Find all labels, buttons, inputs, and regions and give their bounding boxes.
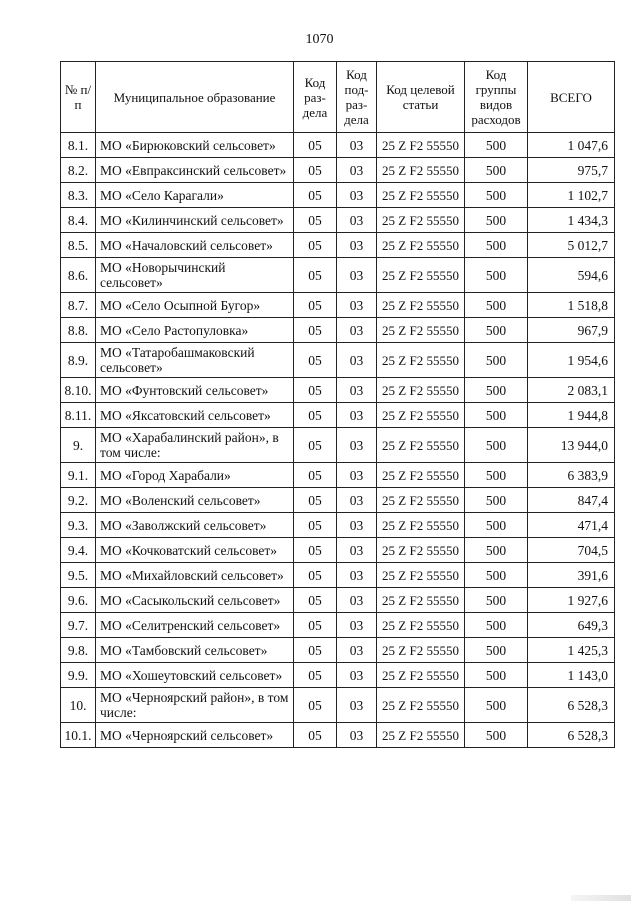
target-code: 25 Z F2 55550 (377, 613, 465, 638)
section-code: 05 (294, 293, 337, 318)
row-number: 8.9. (61, 343, 96, 378)
row-number: 9.5. (61, 563, 96, 588)
row-number: 9.4. (61, 538, 96, 563)
row-number: 8.6. (61, 258, 96, 293)
table-header-row (61, 62, 615, 133)
target-code: 25 Z F2 55550 (377, 563, 465, 588)
total-amount: 391,6 (528, 563, 615, 588)
row-number: 8.2. (61, 158, 96, 183)
target-code: 25 Z F2 55550 (377, 233, 465, 258)
expense-group-code: 500 (465, 463, 528, 488)
header-subsection: Код под-раз-дела (337, 62, 377, 133)
target-code: 25 Z F2 55550 (377, 378, 465, 403)
table-row (61, 428, 615, 463)
subsection-code: 03 (337, 663, 377, 688)
table-row (61, 343, 615, 378)
expense-group-code: 500 (465, 723, 528, 748)
municipality-name: МО «Город Харабали» (96, 463, 294, 488)
municipality-name: МО «Килинчинский сельсовет» (96, 208, 294, 233)
municipality-name: МО «Новорычинский сельсовет» (96, 258, 294, 293)
table-row (61, 133, 615, 158)
target-code: 25 Z F2 55550 (377, 538, 465, 563)
expense-group-code: 500 (465, 233, 528, 258)
subsection-code: 03 (337, 343, 377, 378)
target-code: 25 Z F2 55550 (377, 513, 465, 538)
expense-group-code: 500 (465, 638, 528, 663)
municipality-name: МО «Яксатовский сельсовет» (96, 403, 294, 428)
table-body (61, 133, 615, 748)
municipality-name: МО «Михайловский сельсовет» (96, 563, 294, 588)
header-name: Муниципальное образование (96, 62, 294, 133)
target-code: 25 Z F2 55550 (377, 463, 465, 488)
section-code: 05 (294, 723, 337, 748)
section-code: 05 (294, 183, 337, 208)
table-row (61, 403, 615, 428)
section-code: 05 (294, 663, 337, 688)
target-code: 25 Z F2 55550 (377, 688, 465, 723)
expense-group-code: 500 (465, 513, 528, 538)
expense-group-code: 500 (465, 293, 528, 318)
subsection-code: 03 (337, 258, 377, 293)
row-number: 9.2. (61, 488, 96, 513)
expense-group-code: 500 (465, 538, 528, 563)
expense-group-code: 500 (465, 403, 528, 428)
subsection-code: 03 (337, 158, 377, 183)
municipality-name: МО «Черноярский район», в том числе: (96, 688, 294, 723)
row-number: 8.8. (61, 318, 96, 343)
scan-artifact (571, 895, 631, 901)
row-number: 9. (61, 428, 96, 463)
municipality-name: МО «Началовский сельсовет» (96, 233, 294, 258)
target-code: 25 Z F2 55550 (377, 588, 465, 613)
expense-group-code: 500 (465, 133, 528, 158)
table-row (61, 723, 615, 748)
subsection-code: 03 (337, 638, 377, 663)
row-number: 9.8. (61, 638, 96, 663)
table-row (61, 688, 615, 723)
municipality-name: МО «Кочковатский сельсовет» (96, 538, 294, 563)
row-number: 9.9. (61, 663, 96, 688)
table-row (61, 513, 615, 538)
subsection-code: 03 (337, 428, 377, 463)
section-code: 05 (294, 463, 337, 488)
table-row (61, 588, 615, 613)
subsection-code: 03 (337, 293, 377, 318)
total-amount: 649,3 (528, 613, 615, 638)
municipality-name: МО «Селитренский сельсовет» (96, 613, 294, 638)
row-number: 8.7. (61, 293, 96, 318)
header-section: Код раз-дела (294, 62, 337, 133)
section-code: 05 (294, 513, 337, 538)
row-number: 9.1. (61, 463, 96, 488)
total-amount: 1 927,6 (528, 588, 615, 613)
row-number: 8.11. (61, 403, 96, 428)
subsection-code: 03 (337, 208, 377, 233)
section-code: 05 (294, 158, 337, 183)
section-code: 05 (294, 613, 337, 638)
total-amount: 1 425,3 (528, 638, 615, 663)
total-amount: 1 102,7 (528, 183, 615, 208)
row-number: 10. (61, 688, 96, 723)
expense-group-code: 500 (465, 428, 528, 463)
expense-group-code: 500 (465, 563, 528, 588)
total-amount: 1 143,0 (528, 663, 615, 688)
municipality-name: МО «Черноярский сельсовет» (96, 723, 294, 748)
total-amount: 704,5 (528, 538, 615, 563)
target-code: 25 Z F2 55550 (377, 258, 465, 293)
section-code: 05 (294, 488, 337, 513)
subsection-code: 03 (337, 378, 377, 403)
target-code: 25 Z F2 55550 (377, 428, 465, 463)
total-amount: 6 528,3 (528, 723, 615, 748)
subsection-code: 03 (337, 563, 377, 588)
section-code: 05 (294, 403, 337, 428)
section-code: 05 (294, 208, 337, 233)
table-row (61, 463, 615, 488)
header-group: Код группы видов расходов (465, 62, 528, 133)
municipality-name: МО «Заволжский сельсовет» (96, 513, 294, 538)
section-code: 05 (294, 563, 337, 588)
section-code: 05 (294, 638, 337, 663)
section-code: 05 (294, 428, 337, 463)
row-number: 8.3. (61, 183, 96, 208)
section-code: 05 (294, 378, 337, 403)
section-code: 05 (294, 133, 337, 158)
section-code: 05 (294, 588, 337, 613)
total-amount: 1 944,8 (528, 403, 615, 428)
subsection-code: 03 (337, 183, 377, 208)
table-row (61, 663, 615, 688)
subsection-code: 03 (337, 613, 377, 638)
subsection-code: 03 (337, 463, 377, 488)
expense-group-code: 500 (465, 343, 528, 378)
target-code: 25 Z F2 55550 (377, 183, 465, 208)
municipality-name: МО «Евпраксинский сельсовет» (96, 158, 294, 183)
expense-group-code: 500 (465, 183, 528, 208)
section-code: 05 (294, 233, 337, 258)
section-code: 05 (294, 318, 337, 343)
row-number: 9.7. (61, 613, 96, 638)
total-amount: 1 434,3 (528, 208, 615, 233)
table-row (61, 208, 615, 233)
total-amount: 13 944,0 (528, 428, 615, 463)
section-code: 05 (294, 258, 337, 293)
municipality-name: МО «Село Осыпной Бугор» (96, 293, 294, 318)
expense-group-code: 500 (465, 663, 528, 688)
table-row (61, 488, 615, 513)
subsection-code: 03 (337, 403, 377, 428)
target-code: 25 Z F2 55550 (377, 208, 465, 233)
expense-group-code: 500 (465, 688, 528, 723)
subsection-code: 03 (337, 488, 377, 513)
expense-group-code: 500 (465, 488, 528, 513)
target-code: 25 Z F2 55550 (377, 638, 465, 663)
header-target: Код целевой статьи (377, 62, 465, 133)
page-number: 1070 (305, 32, 334, 47)
subsection-code: 03 (337, 513, 377, 538)
section-code: 05 (294, 343, 337, 378)
subsection-code: 03 (337, 538, 377, 563)
subsection-code: 03 (337, 318, 377, 343)
total-amount: 5 012,7 (528, 233, 615, 258)
header-total: ВСЕГО (528, 62, 615, 133)
table-row (61, 638, 615, 663)
header-num: № п/п (61, 62, 96, 133)
target-code: 25 Z F2 55550 (377, 318, 465, 343)
target-code: 25 Z F2 55550 (377, 488, 465, 513)
table-row (61, 183, 615, 208)
municipality-name: МО «Татаробашмаковский сельсовет» (96, 343, 294, 378)
table-row (61, 293, 615, 318)
table-row (61, 613, 615, 638)
total-amount: 1 954,6 (528, 343, 615, 378)
table-row (61, 538, 615, 563)
target-code: 25 Z F2 55550 (377, 293, 465, 318)
table-row (61, 318, 615, 343)
subsection-code: 03 (337, 588, 377, 613)
municipality-name: МО «Сасыкольский сельсовет» (96, 588, 294, 613)
target-code: 25 Z F2 55550 (377, 133, 465, 158)
total-amount: 594,6 (528, 258, 615, 293)
table-row (61, 158, 615, 183)
target-code: 25 Z F2 55550 (377, 723, 465, 748)
budget-table (60, 61, 615, 748)
total-amount: 1 518,8 (528, 293, 615, 318)
total-amount: 471,4 (528, 513, 615, 538)
total-amount: 2 083,1 (528, 378, 615, 403)
table-row (61, 258, 615, 293)
subsection-code: 03 (337, 133, 377, 158)
target-code: 25 Z F2 55550 (377, 663, 465, 688)
subsection-code: 03 (337, 233, 377, 258)
row-number: 8.10. (61, 378, 96, 403)
total-amount: 847,4 (528, 488, 615, 513)
row-number: 8.4. (61, 208, 96, 233)
total-amount: 6 383,9 (528, 463, 615, 488)
table-row (61, 563, 615, 588)
total-amount: 6 528,3 (528, 688, 615, 723)
municipality-name: МО «Тамбовский сельсовет» (96, 638, 294, 663)
municipality-name: МО «Хошеутовский сельсовет» (96, 663, 294, 688)
total-amount: 975,7 (528, 158, 615, 183)
municipality-name: МО «Фунтовский сельсовет» (96, 378, 294, 403)
total-amount: 1 047,6 (528, 133, 615, 158)
municipality-name: МО «Село Растопуловка» (96, 318, 294, 343)
municipality-name: МО «Харабалинский район», в том числе: (96, 428, 294, 463)
row-number: 10.1. (61, 723, 96, 748)
expense-group-code: 500 (465, 378, 528, 403)
row-number: 9.6. (61, 588, 96, 613)
row-number: 9.3. (61, 513, 96, 538)
expense-group-code: 500 (465, 208, 528, 233)
subsection-code: 03 (337, 723, 377, 748)
expense-group-code: 500 (465, 158, 528, 183)
section-code: 05 (294, 688, 337, 723)
target-code: 25 Z F2 55550 (377, 343, 465, 378)
row-number: 8.5. (61, 233, 96, 258)
municipality-name: МО «Воленский сельсовет» (96, 488, 294, 513)
expense-group-code: 500 (465, 613, 528, 638)
row-number: 8.1. (61, 133, 96, 158)
table-row (61, 233, 615, 258)
target-code: 25 Z F2 55550 (377, 403, 465, 428)
total-amount: 967,9 (528, 318, 615, 343)
municipality-name: МО «Село Карагали» (96, 183, 294, 208)
table-row (61, 378, 615, 403)
expense-group-code: 500 (465, 318, 528, 343)
expense-group-code: 500 (465, 588, 528, 613)
subsection-code: 03 (337, 688, 377, 723)
section-code: 05 (294, 538, 337, 563)
municipality-name: МО «Бирюковский сельсовет» (96, 133, 294, 158)
expense-group-code: 500 (465, 258, 528, 293)
target-code: 25 Z F2 55550 (377, 158, 465, 183)
